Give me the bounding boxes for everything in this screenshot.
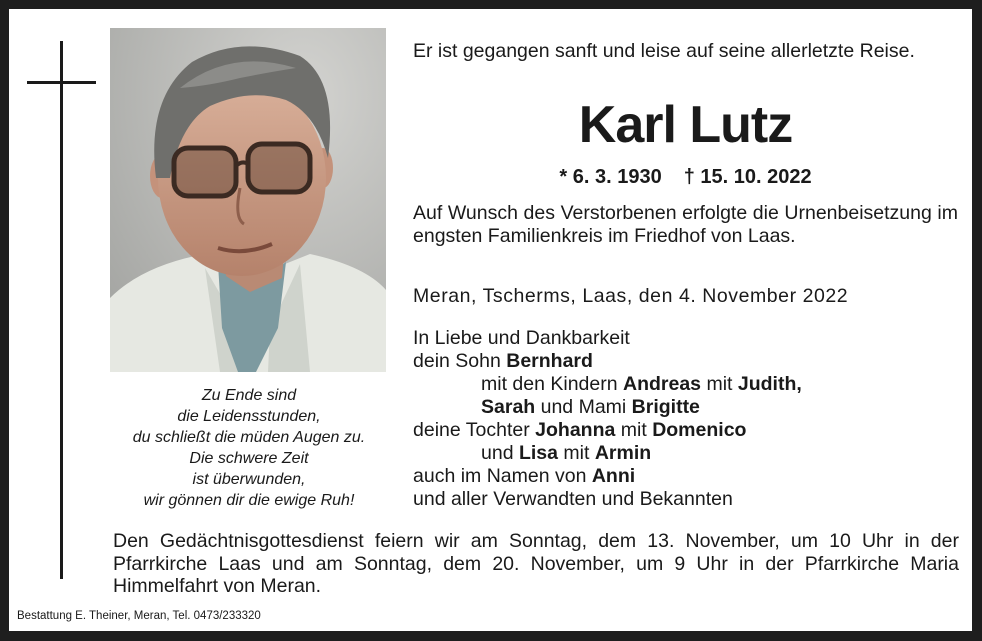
poem-line: ist überwunden,	[192, 471, 306, 488]
poem-line: du schließt die müden Augen zu.	[132, 429, 366, 446]
poem-line: wir gönnen dir die ewige Ruh!	[143, 492, 355, 509]
intro-text: Er ist gegangen sanft und leise auf seine allerletzte Reise.	[413, 40, 915, 62]
mourner-line: deine Tochter Johanna mit Domenico	[413, 419, 747, 441]
poem	[105, 385, 393, 511]
life-dates	[413, 165, 958, 189]
poem-line: Die schwere Zeit	[189, 450, 309, 467]
deceased-name: Karl Lutz	[578, 96, 793, 154]
mourner-line: mit den Kindern Andreas mit Judith,	[481, 373, 802, 395]
burial-note: Auf Wunsch des Verstorbenen erfolgte die Urnenbeisetzung im engsten Familienkreis im Friedhof von Laas.	[413, 202, 958, 247]
mourner-line: dein Sohn Bernhard	[413, 350, 593, 372]
funeral-home-credit: Bestattung E. Theiner, Meran, Tel. 0473/233320	[17, 610, 261, 622]
mourner-line: und aller Verwandten und Bekannten	[413, 488, 733, 510]
mourner-line: auch im Namen von Anni	[413, 465, 636, 487]
cross-icon	[60, 41, 63, 579]
poem-line: Zu Ende sind	[201, 387, 297, 404]
cross-bar	[27, 81, 96, 84]
obituary-card	[9, 9, 972, 631]
mourners-list	[413, 327, 802, 511]
portrait-photo	[110, 28, 386, 372]
place-date: Meran, Tscherms, Laas, den 4. November 2022	[413, 285, 849, 307]
mourner-line: und Lisa mit Armin	[481, 442, 652, 464]
memorial-service-text: Den Gedächtnisgottesdienst feiern wir am Sonntag, dem 13. November, um 10 Uhr in der Pfarrkirche Laas und am Sonntag, dem 20. November, um 9 Uhr in der Pfarrkirche Maria Himmelfahrt von Meran.	[113, 530, 959, 597]
death-date: † 15. 10. 2022	[683, 166, 812, 188]
mourner-line: In Liebe und Dankbarkeit	[413, 327, 630, 349]
mourner-line: Sarah und Mami Brigitte	[481, 396, 700, 418]
poem-line: die Leidensstunden,	[177, 408, 321, 425]
birth-date: * 6. 3. 1930	[559, 166, 662, 188]
